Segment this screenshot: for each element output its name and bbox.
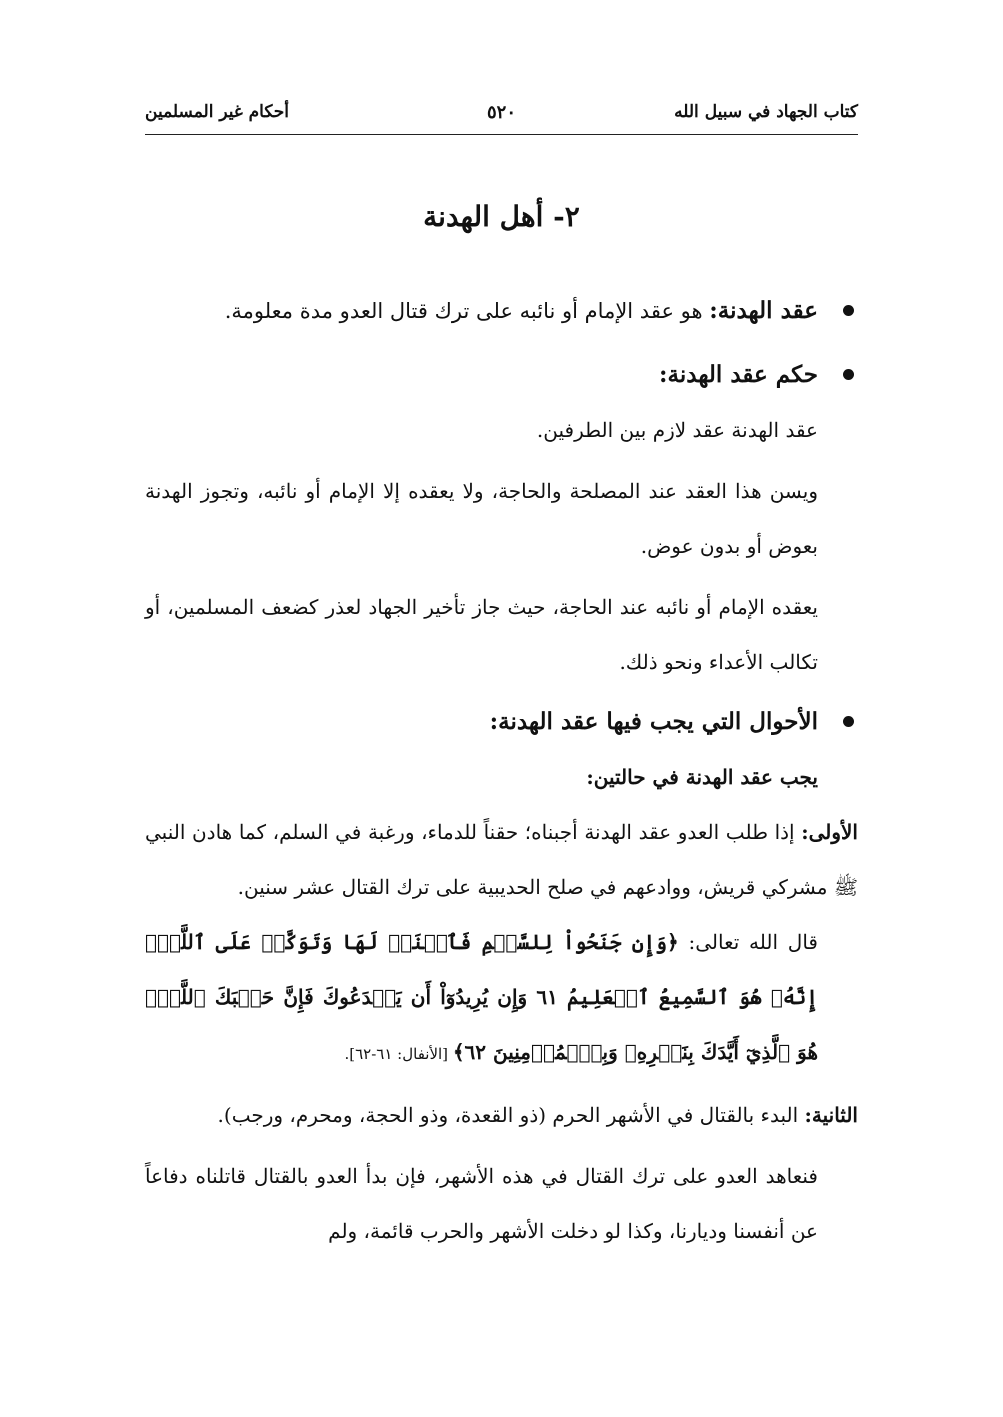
- page-body: [145, 190, 858, 1259]
- quran-verse: ﴿وَإِن جَنَحُواْ لِلسَّلۡمِ فَٱجۡنَحۡ لَهَا وَتَوَكَّلۡ عَلَى ٱللَّهِۚ إِنَّهُۥ هُوَ ٱلسَّمِيعُ ٱلۡعَلِيمُ ٦١ وَإِن يُرِيدُوٓاْ أَن يَخۡدَعُوكَ فَإِنَّ حَسۡبَكَ ٱللَّهُۚ هُوَ ٱلَّذِيٓ أَيَّدَكَ بِنَصۡرِهِۦ وَبِٱلۡمُؤۡمِنِينَ ٦٢﴾: [145, 930, 818, 1064]
- cases-heading-item: [145, 694, 858, 750]
- second-case-label: الثانية:: [804, 1103, 858, 1127]
- book-title: كتاب الجهاد في سبيل الله: [674, 102, 858, 122]
- ruling-heading-item: [145, 347, 858, 403]
- ruling-paragraph-1: عقد الهدنة عقد لازم بين الطرفين.: [536, 418, 818, 442]
- first-case-text: إذا طلب العدو عقد الهدنة أجبناه؛ حقناً للدماء، ورغبة في السلم، كما هادن النبي ﷺ مشركي قريش، ووادعهم في صلح الحديبية على ترك القتال عشر سنين.: [145, 820, 858, 899]
- second-case: [145, 1088, 858, 1143]
- section-title: ٢- أهل الهدنة: [423, 200, 580, 233]
- first-case: [145, 805, 858, 915]
- cases-heading: الأحوال التي يجب فيها عقد الهدنة:: [489, 708, 818, 735]
- bullet-icon: [843, 369, 854, 380]
- second-case-text: البدء بالقتال في الأشهر الحرم (ذو القعدة، وذو الحجة، ومحرم، ورجب).: [217, 1103, 805, 1127]
- bullet-icon: [843, 716, 854, 727]
- page-number: ٥٢٠: [486, 102, 517, 123]
- definition-text: هو عقد الإمام أو نائبه على ترك قتال العدو مدة معلومة.: [224, 299, 710, 323]
- definition-label: عقد الهدنة:: [709, 297, 818, 324]
- ruling-heading: حكم عقد الهدنة:: [659, 361, 818, 388]
- ruling-paragraph-3: يعقده الإمام أو نائبه عند الحاجة، حيث جاز تأخير الجهاد لعذر كضعف المسلمين، أو تكالب الأعداء ونحو ذلك.: [145, 595, 818, 674]
- bullet-icon: [843, 305, 854, 316]
- cases-subheading: يجب عقد الهدنة في حالتين:: [586, 765, 818, 789]
- running-header: [145, 98, 858, 134]
- ruling-paragraph-2: ويسن هذا العقد عند المصلحة والحاجة، ولا يعقده إلا الإمام أو نائبه، وتجوز الهدنة بعوض أو بدون عوض.: [145, 479, 818, 558]
- header-divider: [145, 134, 858, 135]
- quran-reference: [الأنفال: ٦١-٦٢].: [344, 1045, 453, 1063]
- quran-quote: [145, 915, 858, 1082]
- final-paragraph: فنعاهد العدو على ترك القتال في هذه الأشهر، فإن بدأ العدو بالقتال قاتلناه دفاعاً عن أنفسنا وديارنا، وكذا لو دخلت الأشهر والحرب قائمة، ولم: [145, 1164, 818, 1243]
- first-case-label: الأولى:: [801, 820, 858, 844]
- chapter-title: أحكام غير المسلمين: [145, 102, 289, 122]
- quran-intro: قال الله تعالى:: [678, 930, 818, 954]
- definition-item: [145, 283, 858, 339]
